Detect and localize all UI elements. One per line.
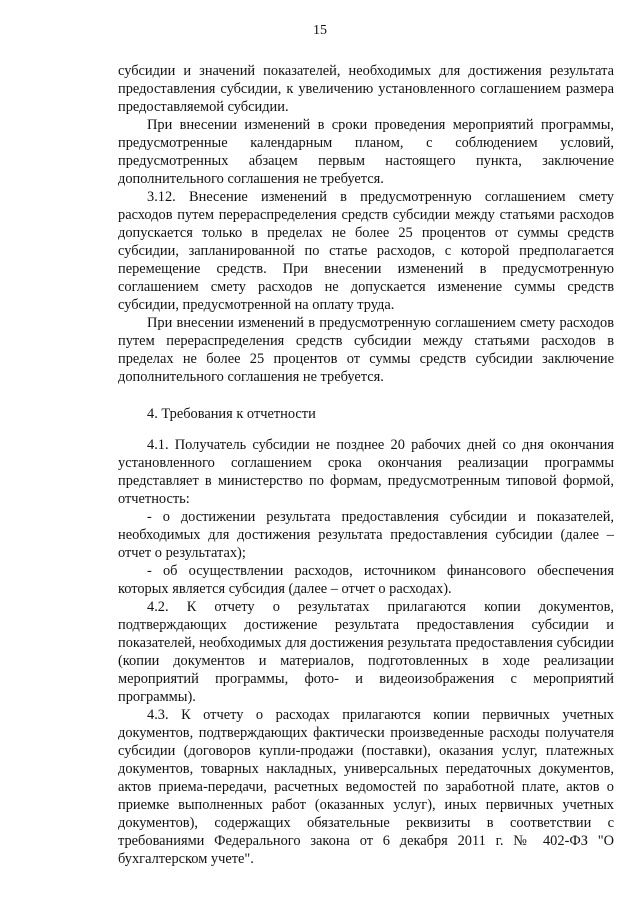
paragraph-redistribution: При внесении изменений в предусмотренную соглашением смету расходов путем перераспределения средств субсидии между статьями расходов в пределах не более 25 процентов от суммы средств субсидии заключение дополнительного соглашения не требуется. xyxy=(118,315,614,385)
list-item-results-report: - о достижении результата предоставления субсидии и показателей, необходимых для достижения результата предоставления субсидии (далее – отчет о результатах); xyxy=(118,509,614,561)
paragraph-4-1: 4.1. Получатель субсидии не позднее 20 рабочих дней со дня окончания установленного соглашением срока окончания реализации программы представляет в министерство по формам, предусмотренным типовой формой, отчетность: xyxy=(118,437,614,507)
page-number: 15 xyxy=(313,23,327,38)
paragraph-4-2: 4.2. К отчету о результатах прилагаются копии документов, подтверждающих достижение результата предоставления субсидии и показателей, необходимых для достижения результата предоставления субсидии (копии документов и материалов, подготовленных в ходе реализации мероприятий программы, фото- и видеоизображения с мероприятий программы). xyxy=(118,599,614,705)
section-heading-4: 4. Требования к отчетности xyxy=(147,406,316,422)
paragraph-schedule-changes: При внесении изменений в сроки проведения мероприятий программы, предусмотренные календарным планом, с соблюдением условий, предусмотренных абзацем первым настоящего пункта, заключение дополнительного соглашения не требуется. xyxy=(118,117,614,187)
document-body xyxy=(118,62,614,868)
list-item-expenses-report: - об осуществлении расходов, источником финансового обеспечения которых является субсидия (далее – отчет о расходах). xyxy=(118,563,614,597)
paragraph-continuation: субсидии и значений показателей, необходимых для достижения результата предоставления субсидии, к увеличению установленного соглашением размера предоставляемой субсидии. xyxy=(118,63,614,115)
paragraph-4-3: 4.3. К отчету о расходах прилагаются копии первичных учетных документов, подтверждающих фактически произведенные расходы получателя субсидии (договоров купли-продажи (поставки), оказания услуг, платежных документов, товарных накладных, универсальных передаточных документов, актов приема-передачи, расчетных ведомостей по заработной плате, актов о приемке выполненных работ (оказанных услуг), иных первичных учетных документов), содержащих обязательные реквизиты в соответствии с требованиями Федерального закона от 6 декабря 2011 г. № 402-ФЗ "О бухгалтерском учете". xyxy=(118,707,614,867)
paragraph-3-12: 3.12. Внесение изменений в предусмотренную соглашением смету расходов путем перераспределения средств субсидии между статьями расходов допускается только в пределах не более 25 процентов от суммы средств субсидии, запланированной по статье расходов, с которой предполагается перемещение средств. При внесении изменений в предусмотренную соглашением смету расходов не допускается изменение суммы средств субсидии, предусмотренной на оплату труда. xyxy=(118,189,614,313)
